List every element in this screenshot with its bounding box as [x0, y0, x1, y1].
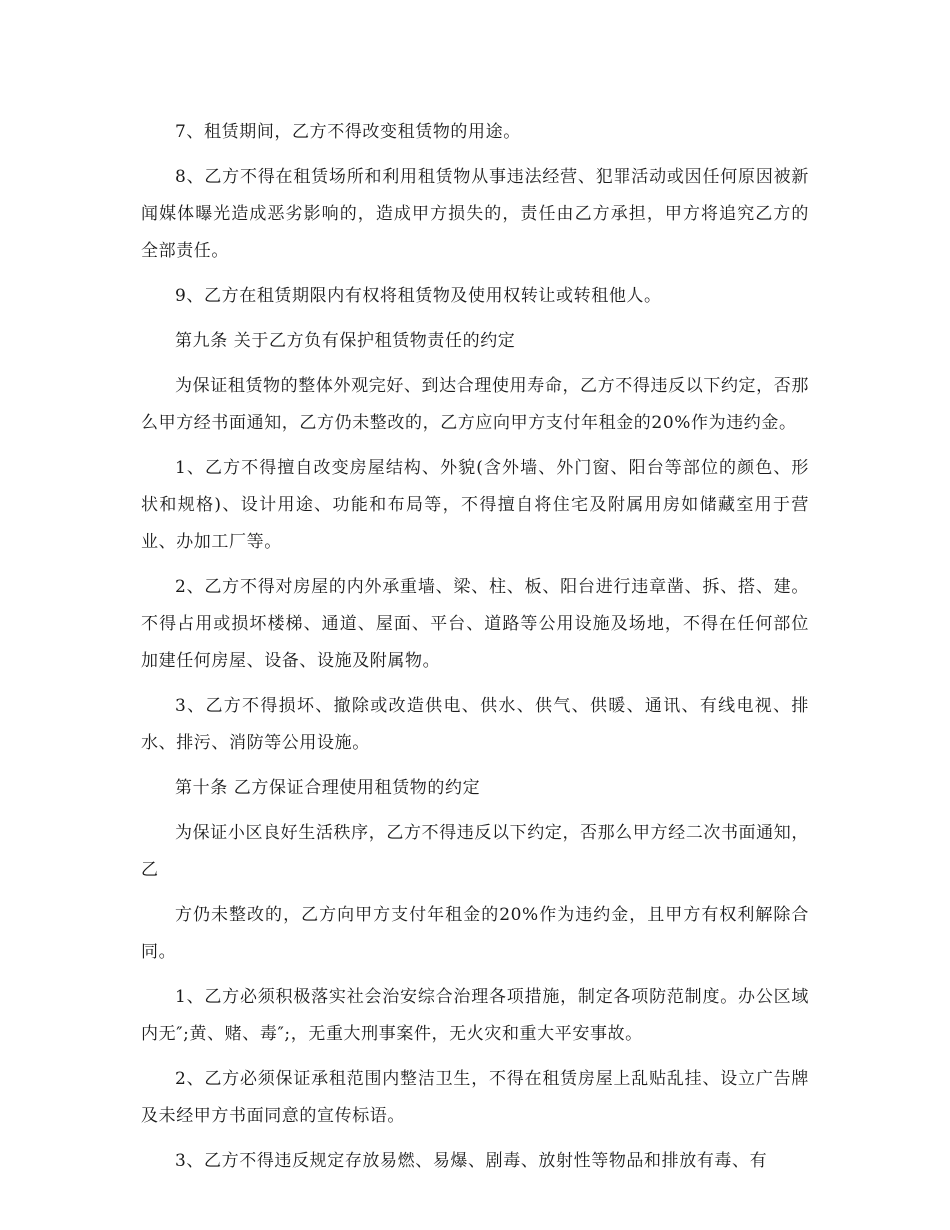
- article-9-clause-1: 1、乙方不得擅自改变房屋结构、外貌(含外墙、外门窗、阳台等部位的颜色、形状和规格)、设计用途、功能和布局等，不得擅自将住宅及附属用房如储藏室用于营业、办加工厂等。: [141, 458, 809, 552]
- clause-8-illegal-activity: 8、乙方不得在租赁场所和利用租赁物从事违法经营、犯罪活动或因任何原因被新闻媒体曝光造成恶劣影响的，造成甲方损失的，责任由乙方承担，甲方将追究乙方的全部责任。: [141, 167, 809, 261]
- article-9-clause-2: 2、乙方不得对房屋的内外承重墙、梁、柱、板、阳台进行违章凿、拆、搭、建。不得占用或损坏楼梯、通道、屋面、平台、道路等公用设施及场地，不得在任何部位加建任何房屋、设备、设施及附属物。: [141, 577, 809, 671]
- article-10-intro: 为保证小区良好生活秩序，乙方不得违反以下约定，否那么甲方经二次书面通知，乙: [141, 823, 809, 880]
- article-10-clause-3: 3、乙方不得违反规定存放易燃、易爆、剧毒、放射性等物品和排放有毒、有: [175, 1151, 768, 1171]
- article-10-clause-1: 1、乙方必须积极落实社会治安综合治理各项措施，制定各项防范制度。办公区域内无″;黄、赌、毒″;，无重大刑事案件，无火灾和重大平安事故。: [141, 987, 809, 1044]
- article-10-intro-continued: 方仍未整改的，乙方向甲方支付年租金的20%作为违约金，且甲方有权利解除合同。: [141, 905, 809, 962]
- article-9-heading: 第九条 关于乙方负有保护租赁物责任的约定: [175, 331, 516, 351]
- document-body: [141, 114, 809, 1188]
- article-9-clause-3: 3、乙方不得损坏、撤除或改造供电、供水、供气、供暖、通讯、有线电视、排水、排污、消防等公用设施。: [141, 696, 809, 753]
- article-10-heading: 第十条 乙方保证合理使用租赁物的约定: [175, 778, 481, 798]
- article-10-clause-2: 2、乙方必须保证承租范围内整洁卫生，不得在租赁房屋上乱贴乱挂、设立广告牌及未经甲方书面同意的宣传标语。: [141, 1069, 809, 1126]
- article-9-intro: 为保证租赁物的整体外观完好、到达合理使用寿命，乙方不得违反以下约定，否那么甲方经书面通知，乙方仍未整改的，乙方应向甲方支付年租金的20%作为违约金。: [141, 376, 809, 433]
- clause-7-use-restriction: 7、租赁期间，乙方不得改变租赁物的用途。: [175, 122, 521, 142]
- clause-9-transfer-right: 9、乙方在租赁期限内有权将租赁物及使用权转让或转租他人。: [175, 286, 662, 306]
